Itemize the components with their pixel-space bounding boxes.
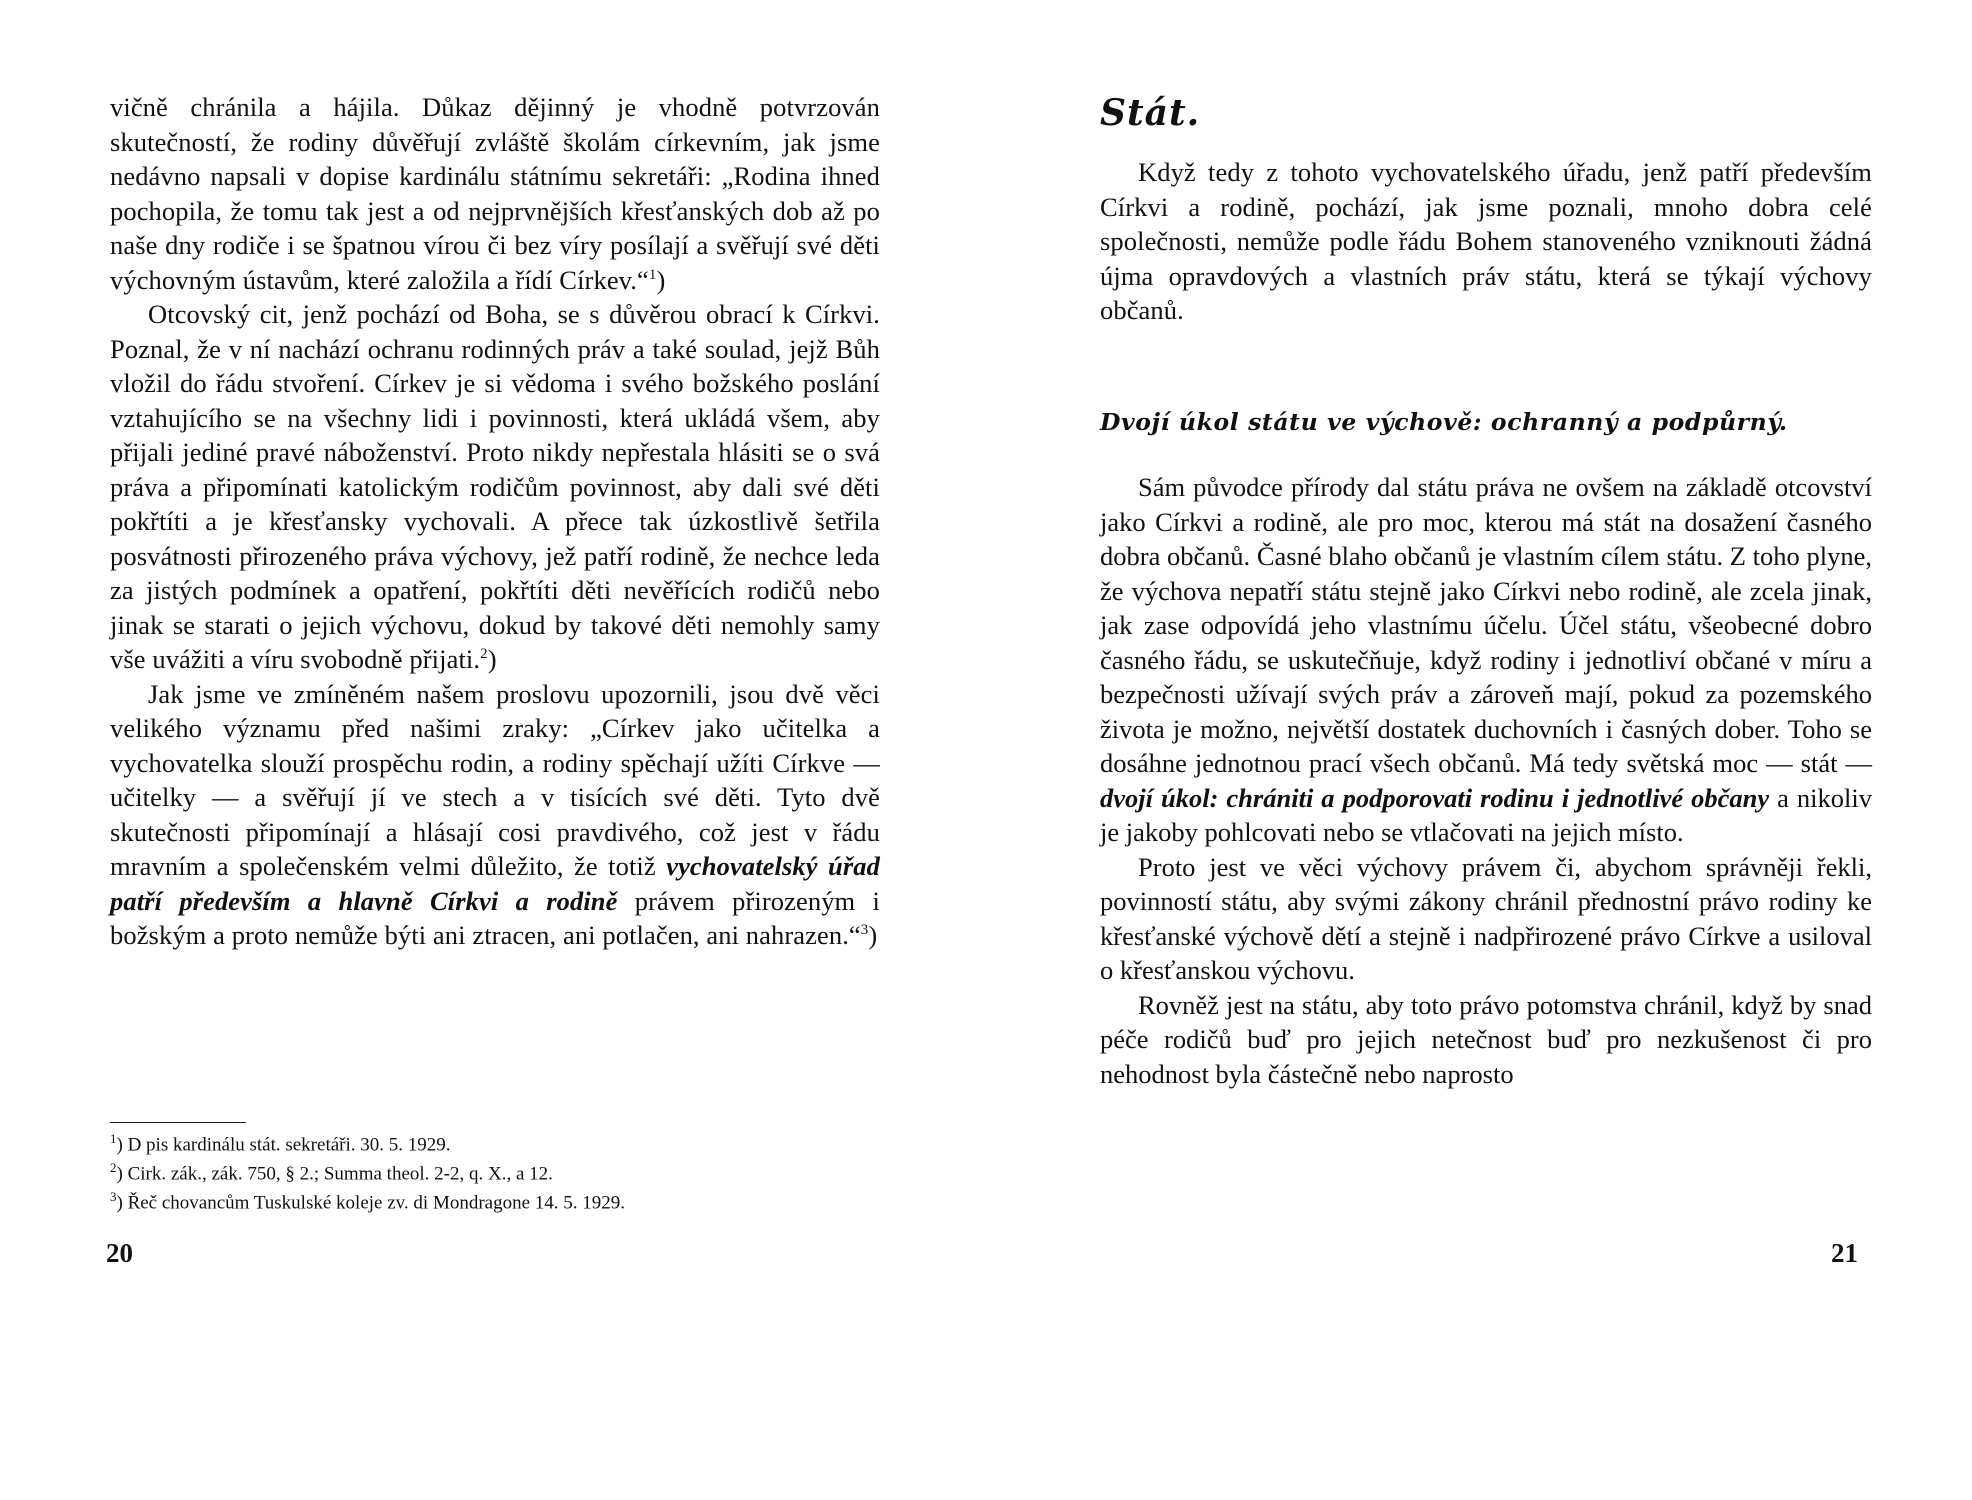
footnote-1: $^1$) D pis kardinálu stát. sekretáři. 30. 5. 1929. [110, 1131, 451, 1156]
left-paragraph-1: vičně chránila a hájila. Důkaz dějinný je vhodně potvrzován skutečností, že rodiny důvěřují zvláště školám církevním, jak jsme nedávno napsali v dopise kardinálu státnímu sekretáři: „Rodina ihned pochopila, že tomu tak jest a od nejprvnějších křesťanských dob až po naše dny rodiče i se špatnou vírou či bez víry posílají a svěřují své děti výchovným ústavům, které založila a řídí Církev.“$^1$) [110, 92, 880, 295]
page-number-left: 20 [106, 1238, 133, 1268]
footnote-1-mark: 1 [110, 1131, 117, 1146]
right-page [986, 0, 1972, 1500]
page-number-right: 21 [1831, 1238, 1858, 1268]
footnote-1-text: D pis kardinálu stát. sekretáři. 30. 5. 1929. [127, 1134, 451, 1156]
right-body-text [1100, 470, 1872, 1091]
left-paragraph-1-text: vičně chránila a hájila. Důkaz dějinný je vhodně potvrzován skutečností, že rodiny důvěřují zvláště školám církevním, jak jsme nedávno napsali v dopise kardinálu státnímu sekretáři: „Rodina ihned pochopila, že tomu tak jest a od nejprvnějších křesťanských dob až po naše dny rodiče i se špatnou vírou či bez víry posílají a svěřují své děti výchovným ústavům, které založila a řídí Církev.“ [110, 92, 880, 295]
section-subheading: Dvojí úkol státu ve výchově: ochranný a podpůrný. [1100, 408, 1788, 436]
footnote-2-text: Cirk. zák., zák. 750, § 2.; Summa theol. 2-2, q. X., a 12. [127, 1163, 553, 1185]
right-intro-text [1100, 155, 1872, 328]
footnote-3: $^3$) Řeč chovancům Tuskulské koleje zv. di Mondragone 14. 5. 1929. [110, 1188, 626, 1213]
right-paragraph-2 [1100, 470, 1872, 850]
left-paragraph-3-text: Jak jsme ve zmíněném našem proslovu upozornili, jsou dvě věci velikého významu před našimi zraky: „Církev jako učitelka a vychovatelka slouží prospěchu rodin, a rodiny spěchají užíti Církve — učitelky — a svěřují jí ve stech a v tisících své děti. Tyto dvě skutečnosti připomínají a hlásají cosi pravdivého, což jest v řádu mravním a společenském velmi důležito, že totiž [110, 678, 880, 881]
right-paragraph-2-end: a nikoliv je jakoby pohlcovati nebo se vtlačovati na jejich místo. [1100, 782, 1873, 847]
left-body-text [110, 90, 880, 953]
footnote-mark-2: 2 [480, 646, 488, 663]
left-paragraph-2: Otcovský cit, jenž pochází od Boha, se s důvěrou obrací k Církvi. Poznal, že v ní nachází ochranu rodinných práv a také soulad, jejž Bůh vložil do řádu stvoření. Církev je si vědoma i svého božského poslání vztahujícího se na všechny lidi i povinnosti, která ukládá všem, aby přijali jediné pravé náboženství. Proto nikdy nepřestala hlásiti se o svá práva a připomínati katolickým rodičům povinnost, aby dali své děti pokřtíti a je křesťansky vychovali. A přece tak úzkostlivě šetřila posvátnosti přirozeného práva výchovy, jež patří rodině, že nechce leda za jistých podmínek a opatření, pokřtíti děti nevěřících rodičů nebo jinak se starati o jejich výchovu, dokud by takové děti nemohly samy vše uvážiti a víru svobodně přijati.$^2$) [110, 299, 880, 674]
footnote-3-text: Řeč chovancům Tuskulské koleje zv. di Mondragone 14. 5. 1929. [127, 1191, 626, 1213]
left-paragraph-3-emphasis: vychovatelský úřad patří především a hlavně Církvi a rodině [110, 851, 880, 916]
right-paragraph-2-text: Sám původce přírody dal státu práva ne ovšem na základě otcovství jako Církvi a rodině, ale pro moc, kterou má stát na dosažení časného dobra občanů. Časné blaho občanů je vlastním cílem státu. Z toho plyne, že výchova nepatří státu stejně jako Církvi nebo rodině, ale zcela jinak, jak zase odpovídá jeho vlastnímu účelu. Účel státu, všeobecné dobro časného řádu, se uskutečňuje, když rodiny i jednotliví občané v míru a bezpečnosti užívají svých práv a zároveň mají, pokud za pozemského života je možno, největší dostatek duchovních i časných dober. Toho se dosáhne jednotnou prací všech občanů. Má tedy světská moc — stát — [1100, 472, 1872, 778]
right-paragraph-2-emphasis: dvojí úkol: chrániti a podporovati rodinu i jednotlivé občany [1100, 782, 1770, 813]
right-paragraph-1: Když tedy z tohoto vychovatelského úřadu, jenž patří především Církvi a rodině, pochází, jak jsme poznali, mnoho dobra celé společnosti, nemůže podle řádu Bohem stanoveného vzniknouti žádná újma opravdových a vlastních práv státu, která se týkají výchovy občanů. [1100, 157, 1872, 325]
left-paragraph-2-text: Otcovský cit, jenž pochází od Boha, se s důvěrou obrací k Církvi. Poznal, že v ní nachází ochranu rodinných práv a také soulad, jejž Bůh vložil do řádu stvoření. Církev je si vědoma i svého božského poslání vztahujícího se na všechny lidi i povinnosti, která ukládá všem, aby přijali jediné pravé náboženství. Proto nikdy nepřestala hlásiti se o svá práva a připomínati katolickým rodičům povinnost, aby dali své děti pokřtíti a je křesťansky vychovali. A přece tak úzkostlivě šetřila posvátnosti přirozeného práva výchovy, jež patří rodině, že nechce leda za jistých podmínek a opatření, pokřtíti děti nevěřících rodičů nebo jinak se starati o jejich výchovu, dokud by takové děti nemohly samy vše uvážiti a víru svobodně přijati. [110, 299, 880, 674]
right-paragraph-4: Rovněž jest na státu, aby toto právo potomstva chránil, když by snad péče rodičů buď pro jejich netečnost buď pro nezkušenost či pro nehodnost byla částečně nebo naprosto [1100, 989, 1872, 1089]
footnote-2: $^2$) Cirk. zák., zák. 750, § 2.; Summa theol. 2-2, q. X., a 12. [110, 1159, 553, 1185]
left-paragraph-3-end: právem přirozeným i božským a proto nemůže býti ani ztracen, ani potlačen, ani nahrazen.“ [110, 885, 881, 950]
section-title: Stát. [1100, 92, 1201, 134]
footnote-mark-3: 3 [860, 922, 869, 939]
footnotes [110, 1128, 880, 1214]
footnote-3-mark: 3 [110, 1188, 117, 1204]
footnote-2-mark: 2 [110, 1159, 117, 1175]
right-paragraph-3: Proto jest ve věci výchovy právem či, abychom správněji řekli, povinností státu, aby svými zákony chránil přednostní právo rodiny ke křesťanské výchově dětí a stejně i nadpřirozené právo Církve a usiloval o křesťanskou výchovu. [1100, 851, 1872, 985]
footnote-mark-1: 1 [648, 266, 657, 283]
footnote-rule [110, 1122, 246, 1123]
left-paragraph-3: Jak jsme ve zmíněném našem proslovu upozornili, jsou dvě věci velikého významu před našimi zraky: „Církev jako učitelka a vychovatelka slouží prospěchu rodin, a rodiny spěchají užíti Církve — učitelky — a svěřují jí ve stech a v tisících své děti. Tyto dvě skutečnosti připomínají a hlásají cosi pravdivého, což jest v řádu mravním a společenském velmi důležito, že totiž vychovatelský úřad patří především a hlavně Církvi a rodině právem přirozeným i božským a proto nemůže býti ani ztracen, ani potlačen, ani nahrazen.“$^3$) [110, 678, 881, 950]
